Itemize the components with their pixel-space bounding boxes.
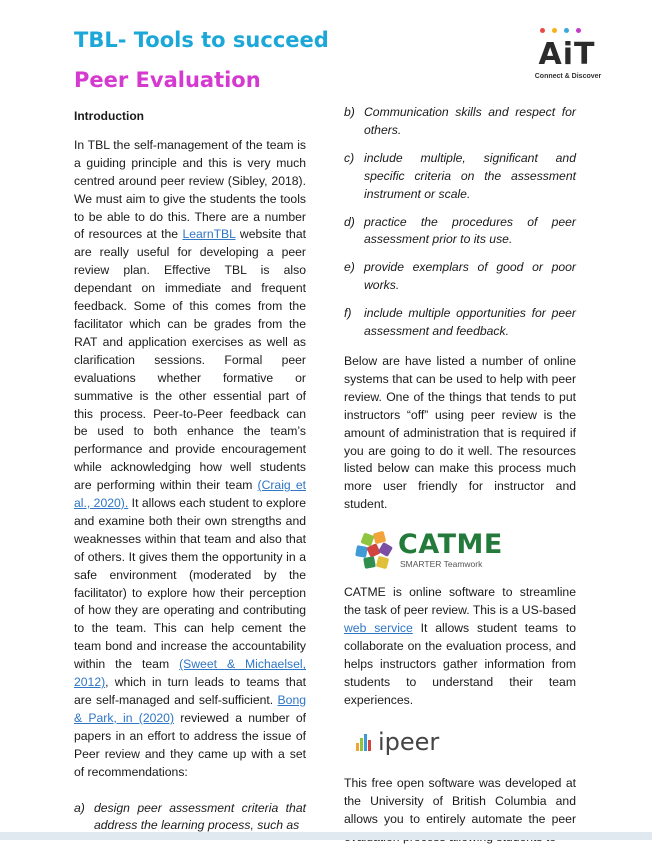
sweet-citation-link[interactable]: (Sweet & Michaelsel, 2012) xyxy=(74,657,306,690)
learntbl-link[interactable]: LearnTBL xyxy=(182,227,236,242)
logo-wordmark: AiT xyxy=(538,37,596,72)
list-text: provide exemplars of good or poor works. xyxy=(364,260,576,293)
bar-shape xyxy=(364,734,367,751)
page-subtitle: Peer Evaluation xyxy=(74,68,261,92)
right-column xyxy=(344,104,576,847)
logo-dots xyxy=(540,28,590,36)
left-column xyxy=(74,108,306,835)
list-item xyxy=(344,150,576,204)
list-item xyxy=(344,305,576,341)
web-service-link[interactable]: web service xyxy=(344,620,413,635)
text-run: reviewed a number of papers in an effort to address the issue of Peer review and they came up with a set of recommendations: xyxy=(74,710,306,779)
text-run: website that are really useful for developing a peer review plan. Effective TBL is also dependant on immediate and frequent feedback. Some of this comes from the facilitator which can be grades from the RAT and application exercises as well as clarification sessions. Formal peer evaluations whether formative or summative is the other essential part of this process. Peer-to-Peer feedback can be used to both enhance the team’s performance and provide encouragement while acknowledging how well students are performing within their team xyxy=(74,227,306,493)
text-run: , which in turn leads to teams that are self-managed and self-sufficient. xyxy=(74,675,306,707)
page-footer-strip xyxy=(0,832,652,840)
ipeer-wordmark: ipeer xyxy=(378,727,440,756)
craig-citation-link[interactable]: (Craig et al., 2020). xyxy=(74,478,306,511)
list-item xyxy=(344,214,576,250)
catme-words xyxy=(398,531,503,569)
ipeer-bars-icon xyxy=(356,733,372,751)
logo-dot xyxy=(540,28,545,33)
bar-shape xyxy=(368,740,371,751)
list-text: Communication skills and respect for others. xyxy=(364,105,576,137)
list-text: design peer assessment criteria that address the learning process, such as xyxy=(94,800,306,833)
list-item xyxy=(344,259,576,295)
list-marker: e) xyxy=(344,260,355,275)
catme-wordmark: CATME xyxy=(398,529,503,561)
list-marker: a) xyxy=(74,800,85,815)
bong-citation-link[interactable]: Bong & Park, in (2020) xyxy=(74,693,306,725)
list-item xyxy=(344,104,576,140)
systems-paragraph: Below are have listed a number of online systems that can be used to help with peer review. One of the things that tends to put instructors “off” using peer review is the amount of administration that is required if you are going to do it well. The resources listed below can make this process much more user friendly for instructor and student. xyxy=(344,353,576,512)
list-item xyxy=(74,800,306,836)
catme-cubes-icon xyxy=(354,530,394,570)
logo-tagline: Connect & Discover xyxy=(534,73,602,80)
ipeer-paragraph: This free open software was developed at the University of British Columbia and allows you to entirely automate the peer xyxy=(344,776,576,827)
text-run: It allows student teams to collaborate on the evaluation process, and helps instructors gather information from students to understand their team experiences. xyxy=(344,620,576,707)
section-heading: Introduction xyxy=(74,109,144,123)
catme-logo xyxy=(354,528,576,572)
bar-shape xyxy=(356,743,359,751)
list-marker: b) xyxy=(344,105,355,119)
logo-dot xyxy=(564,28,569,33)
catme-tagline: SMARTER Teamwork xyxy=(400,559,483,570)
list-text: practice the procedures of peer assessment prior to its use. xyxy=(364,214,576,247)
text-run: It allows each student to explore and examine both their own strengths and weaknesses within that team and also that of others. It gives them the opportunity in a safe environment (moderated by the facilitator) to explore how their perception of how they are operating and contributing to the team. This can help cement the team bond and increase the accountability within the team xyxy=(74,496,307,672)
ait-logo xyxy=(520,22,620,84)
list-text: include multiple opportunities for peer assessment and feedback. xyxy=(364,306,576,339)
cube-shape xyxy=(363,556,376,569)
list-text: include multiple, significant and specific criteria on the assessment instrument or scale. xyxy=(364,150,576,201)
catme-paragraph xyxy=(344,584,576,709)
cube-shape xyxy=(378,542,393,557)
cube-shape xyxy=(376,556,389,569)
list-marker: c) xyxy=(344,150,355,165)
text-run: In TBL the self-management of the team is a guiding principle and this is very much centred around peer review (Sibley, 2018). We must aim to give the students the tools to be able to do this. There are a number of resources at the xyxy=(74,137,306,242)
intro-paragraph xyxy=(74,137,306,782)
text-run: CATME is online software to streamline the task of peer review. This is a US-based xyxy=(344,585,576,618)
ipeer-logo xyxy=(356,727,576,757)
list-marker: f) xyxy=(344,306,352,321)
list-marker: d) xyxy=(344,214,355,229)
page-title: TBL- Tools to succeed xyxy=(74,28,329,52)
logo-dot xyxy=(576,28,581,33)
bar-shape xyxy=(360,738,363,751)
logo-dot xyxy=(552,28,557,33)
